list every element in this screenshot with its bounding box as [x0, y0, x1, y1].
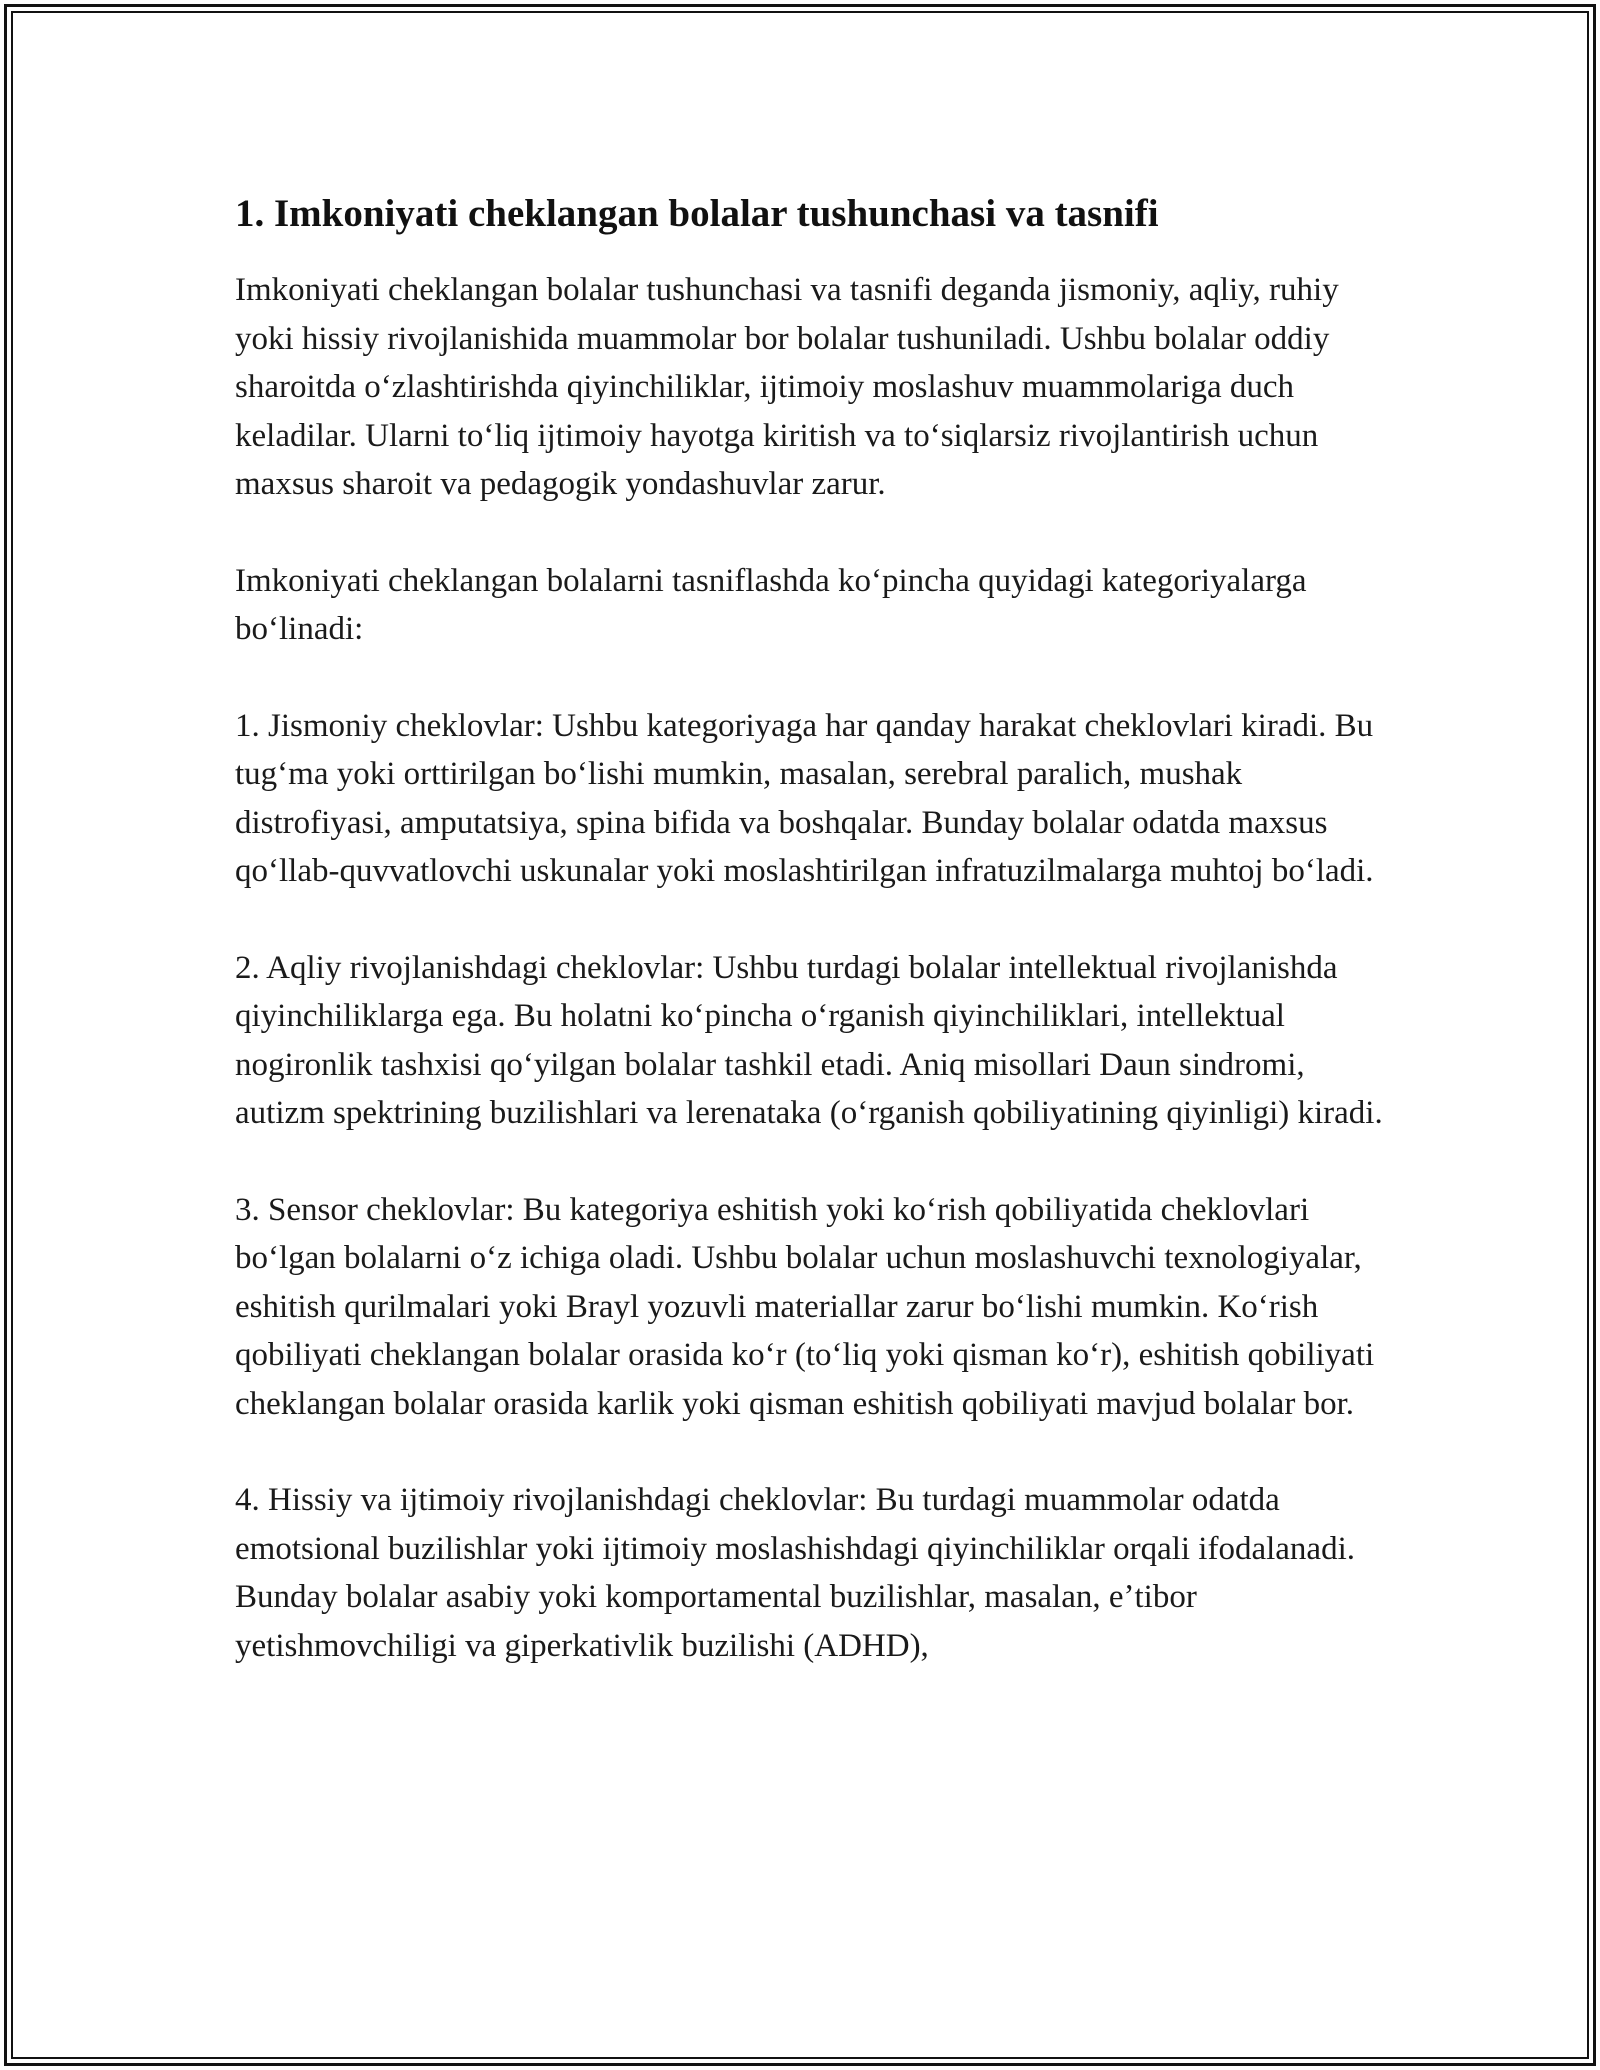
paragraph-sensory-limitations: 3. Sensor cheklovlar: Bu kategoriya eshitish yoki koʻrish qobiliyatida cheklovlari boʻlgan bolalarni oʻz ichiga oladi. Ushbu bolalar uchun moslashuvchi texnologiyalar, eshitish qurilmalari yoki Brayl yozuvli materiallar zarur boʻlishi mumkin. Koʻrish qobiliyati cheklangan bolalar orasida koʻr (toʻliq yoki qisman koʻr), eshitish qobiliyati cheklangan bolalar orasida karlik yoki qisman eshitish qobiliyati mavjud bolalar bor. — [235, 1191, 1375, 1422]
paragraph-physical-limitations: 1. Jismoniy cheklovlar: Ushbu kategoriyaga har qanday harakat cheklovlari kiradi. Bu tugʻma yoki orttirilgan boʻlishi mumkin, masalan, serebral paralich, mushak distrofiyasi, amputatsiya, spina bifida va boshqalar. Bunday bolalar odatda maxsus qoʻllab-quvvatlovchi uskunalar yoki moslashtirilgan infratuzilmalarga muhtoj boʻladi. — [235, 707, 1374, 889]
paragraph-classification-lead: Imkoniyati cheklangan bolalarni tasniflashda koʻpincha quyidagi kategoriyalarga boʻlinadi: — [235, 562, 1307, 647]
paragraph-intellectual-limitations: 2. Aqliy rivojlanishdagi cheklovlar: Ushbu turdagi bolalar intellektual rivojlanishda qiyinchiliklarga ega. Bu holatni koʻpincha oʻrganish qiyinchiliklari, intellektual nogironlik tashxisi qoʻyilgan bolalar tashkil etadi. Aniq misollari Daun sindromi, autizm spektrining buzilishlari va lerenataka (oʻrganish qobiliyatining qiyinligi) kiradi. — [235, 949, 1383, 1131]
paragraph-emotional-social-limitations: 4. Hissiy va ijtimoiy rivojlanishdagi cheklovlar: Bu turdagi muammolar odatda emotsional buzilishlar yoki ijtimoiy moslashishdagi qiyinchiliklar orqali ifodalanadi. Bunday bolalar asabiy yoki komportamental buzilishlar, masalan, eʼtibor yetishmovchiligi va giperkativlik buzilishi (ADHD), — [235, 1482, 1355, 1664]
section-heading: 1. Imkoniyati cheklangan bolalar tushunchasi va tasnifi — [235, 192, 1159, 235]
paragraph-intro: Imkoniyati cheklangan bolalar tushunchasi va tasnifi deganda jismoniy, aqliy, ruhiy yoki hissiy rivojlanishida muammolar bor bolalar tushuniladi. Ushbu bolalar oddiy sharoitda oʻzlashtirishda qiyinchiliklar, ijtimoiy moslashuv muammolariga duch keladilar. Ularni toʻliq ijtimoiy hayotga kiritish va toʻsiqlarsiz rivojlantirish uchun maxsus sharoit va pedagogik yondashuvlar zarur. — [235, 272, 1339, 502]
document-body — [235, 188, 1385, 1718]
